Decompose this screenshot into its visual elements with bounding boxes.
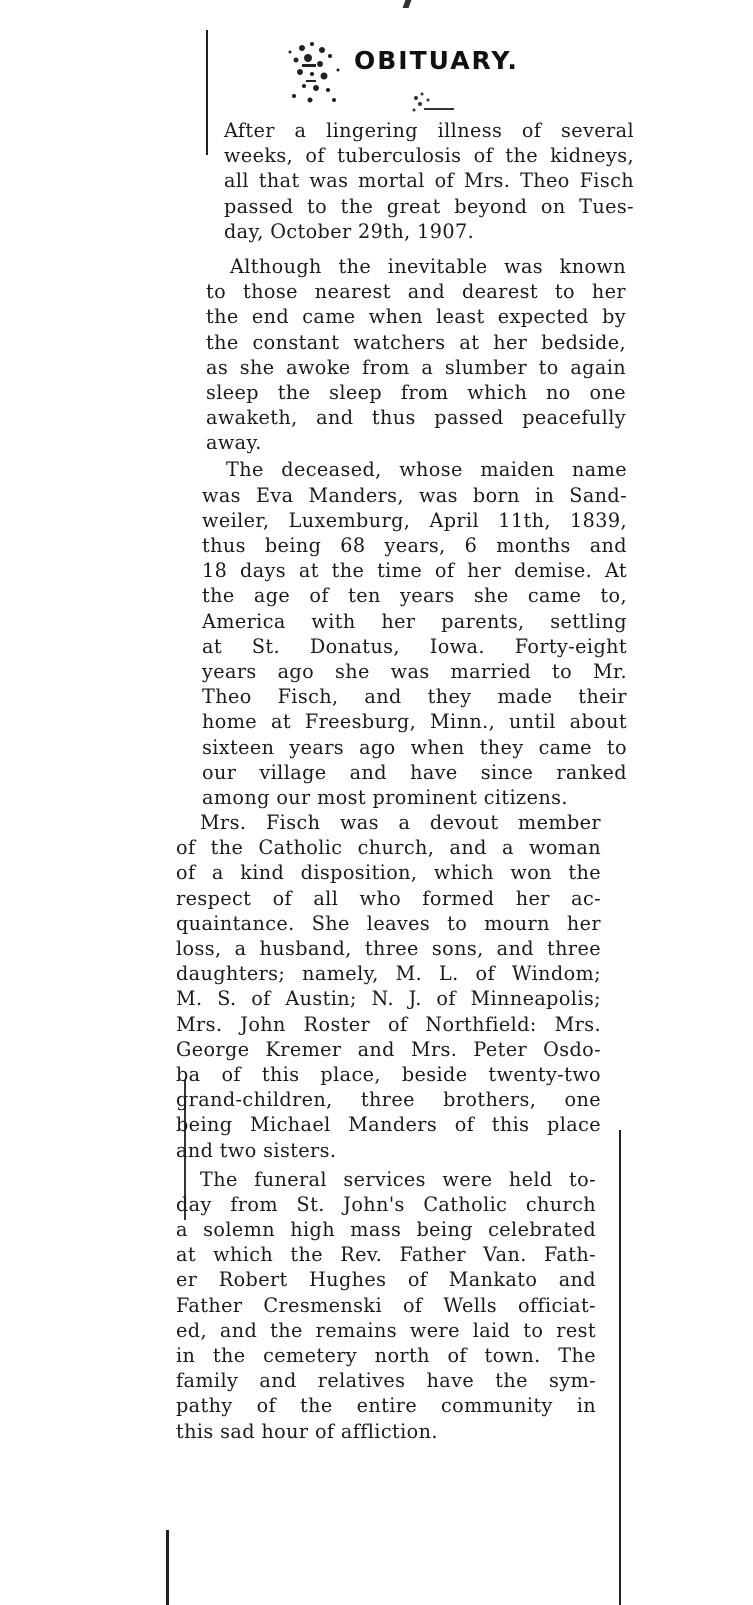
text-line: home at Freesburg, Minn., until about <box>202 710 627 734</box>
text-line: being Michael Manders of this place <box>176 1113 601 1137</box>
obituary-article <box>176 118 635 1444</box>
text-line: respect of all who formed her ac- <box>176 886 601 910</box>
text-line: family and relatives have the sym- <box>176 1369 596 1393</box>
ink-smudge-small-icon <box>410 90 456 118</box>
paragraph <box>176 810 601 1163</box>
text-line: our village and have since ranked <box>202 760 627 784</box>
text-line: thus being 68 years, 6 months and <box>202 534 627 557</box>
paragraph <box>206 254 626 456</box>
clipping-edge-far-left <box>166 1530 169 1605</box>
print-mark <box>403 0 412 8</box>
text-line: Theo Fisch, and they made their <box>202 685 627 709</box>
text-line: er Robert Hughes of Mankato and <box>176 1268 596 1292</box>
paragraph <box>176 1167 596 1444</box>
text-line: ed, and the remains were laid to rest <box>176 1318 596 1342</box>
text-line: was Eva Manders, was born in Sand- <box>202 483 627 507</box>
text-line: a solemn high mass being celebrated <box>176 1218 596 1242</box>
text-line: of the Catholic church, and a woman <box>176 836 601 860</box>
text-line: at St. Donatus, Iowa. Forty-eight <box>202 634 627 658</box>
text-line: the end came when least expected by <box>206 305 626 329</box>
text-line: this sad hour of affliction. <box>176 1419 438 1443</box>
text-line: weeks, of tuberculosis of the kidneys, <box>224 144 634 168</box>
headline: OBITUARY. <box>354 46 519 75</box>
text-line: of a kind disposition, which won the <box>176 861 601 885</box>
text-line: passed to the great beyond on Tues- <box>224 194 634 218</box>
text-line: day from St. John's Catholic church <box>176 1192 596 1216</box>
text-line: to those nearest and dearest to her <box>206 280 626 304</box>
text-line: the age of ten years she came to, <box>202 584 627 608</box>
paragraph <box>224 118 634 244</box>
headline-area <box>282 32 542 112</box>
text-line: away. <box>206 431 262 455</box>
text-line: and two sisters. <box>176 1138 337 1162</box>
text-line: daughters; namely, M. L. of Windom; <box>176 962 601 986</box>
text-line: After a lingering illness of several <box>224 119 634 142</box>
text-line: sleep the sleep from which no one <box>206 380 626 404</box>
text-line: day, October 29th, 1907. <box>224 219 475 243</box>
text-line: America with her parents, settling <box>202 609 627 633</box>
text-line: all that was mortal of Mrs. Theo Fisch <box>224 169 634 193</box>
text-line: Father Cresmenski of Wells officiat- <box>176 1293 596 1317</box>
text-line: sixteen years ago when they came to <box>202 735 627 759</box>
text-line: The deceased, whose maiden name <box>226 458 627 482</box>
text-line: weiler, Luxemburg, April 11th, 1839, <box>202 508 627 532</box>
text-line: Mrs. John Roster of Northfield: Mrs. <box>176 1012 601 1036</box>
text-line: at which the Rev. Father Van. Fath- <box>176 1243 596 1267</box>
paragraph <box>202 457 627 810</box>
text-line: awaketh, and thus passed peacefully <box>206 406 626 430</box>
ink-smudge-icon <box>282 36 356 110</box>
text-line: ba of this place, beside twenty-two <box>176 1062 601 1086</box>
text-line: among our most prominent citizens. <box>202 785 568 809</box>
text-line: The funeral services were held to- <box>200 1167 596 1191</box>
text-line: Although the inevitable was known <box>230 254 626 278</box>
text-line: in the cemetery north of town. The <box>176 1344 596 1367</box>
text-line: pathy of the entire community in <box>176 1394 596 1418</box>
text-line: quaintance. She leaves to mourn her <box>176 911 601 935</box>
text-line: as she awoke from a slumber to again <box>206 355 626 379</box>
text-line: George Kremer and Mrs. Peter Osdo- <box>176 1037 601 1061</box>
text-line: M. S. of Austin; N. J. of Minneapolis; <box>176 987 601 1011</box>
text-line: loss, a husband, three sons, and three <box>176 937 601 960</box>
text-line: 18 days at the time of her demise. At <box>202 559 627 583</box>
text-line: Mrs. Fisch was a devout member <box>200 811 601 835</box>
text-line: grand-children, three brothers, one <box>176 1088 601 1112</box>
text-line: the constant watchers at her bedside, <box>206 330 626 354</box>
text-line: years ago she was married to Mr. <box>202 659 627 683</box>
